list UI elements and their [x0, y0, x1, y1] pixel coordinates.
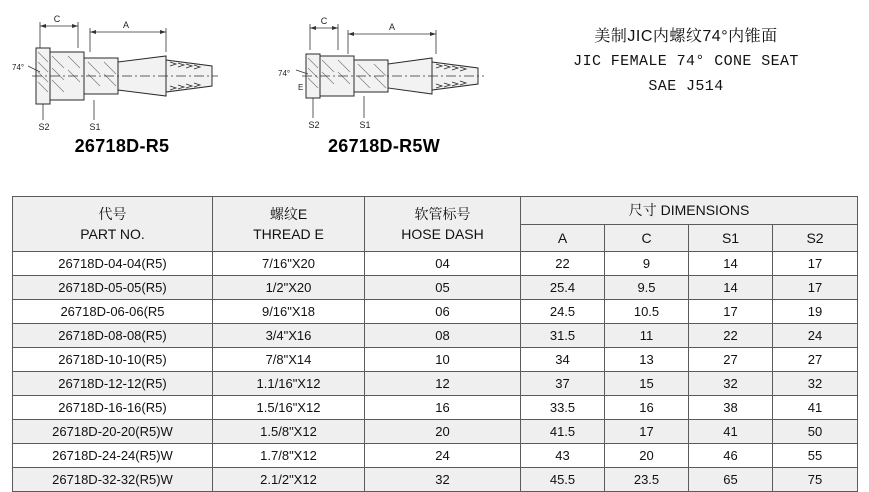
title-english: JIC FEMALE 74° CONE SEAT	[573, 53, 799, 71]
svg-text:A: A	[388, 22, 396, 32]
cell-part-no: 26718D-20-20(R5)W	[13, 420, 213, 444]
cell-thread: 1/2"X20	[213, 276, 365, 300]
cell-s2: 27	[773, 348, 858, 372]
cell-c: 9.5	[605, 276, 689, 300]
cell-c: 23.5	[605, 468, 689, 492]
cell-c: 9	[605, 252, 689, 276]
table-row	[13, 300, 858, 324]
svg-text:C: C	[53, 14, 61, 24]
cell-a: 41.5	[521, 420, 605, 444]
table-header-row-1	[13, 197, 858, 225]
cell-s1: 22	[689, 324, 773, 348]
cell-a: 43	[521, 444, 605, 468]
table-row	[13, 276, 858, 300]
cell-s1: 14	[689, 276, 773, 300]
cell-hose: 06	[365, 300, 521, 324]
spec-table-wrapper	[12, 196, 857, 492]
cell-c: 16	[605, 396, 689, 420]
cell-s1: 14	[689, 252, 773, 276]
cell-thread: 9/16"X18	[213, 300, 365, 324]
table-row	[13, 252, 858, 276]
cell-thread: 2.1/2"X12	[213, 468, 365, 492]
cell-c: 11	[605, 324, 689, 348]
header-dim-s1: S1	[689, 224, 773, 252]
cell-hose: 12	[365, 372, 521, 396]
cell-part-no: 26718D-12-12(R5)	[13, 372, 213, 396]
cell-a: 34	[521, 348, 605, 372]
cell-c: 17	[605, 420, 689, 444]
cell-hose: 04	[365, 252, 521, 276]
cell-a: 22	[521, 252, 605, 276]
cell-hose: 32	[365, 468, 521, 492]
table-row	[13, 348, 858, 372]
svg-text:S2: S2	[38, 122, 50, 132]
svg-text:S1: S1	[89, 122, 101, 132]
cell-thread: 1.7/8"X12	[213, 444, 365, 468]
cell-s2: 32	[773, 372, 858, 396]
cell-c: 20	[605, 444, 689, 468]
table-body	[13, 252, 858, 492]
svg-text:C: C	[320, 16, 328, 26]
title-chinese: 美制JIC内螺纹74°内锥面	[594, 28, 778, 45]
header-section	[0, 0, 869, 186]
cell-part-no: 26718D-16-16(R5)	[13, 396, 213, 420]
header-part-no	[13, 197, 213, 252]
svg-text:74°: 74°	[12, 63, 25, 72]
cell-s1: 65	[689, 468, 773, 492]
cell-a: 33.5	[521, 396, 605, 420]
fitting-drawing-1	[6, 8, 238, 132]
cell-s2: 17	[773, 276, 858, 300]
cell-hose: 16	[365, 396, 521, 420]
figure-caption-2: 26718D-R5W	[327, 136, 441, 156]
header-hose-dash-en: HOSE DASH	[401, 226, 484, 242]
cell-thread: 1.5/16"X12	[213, 396, 365, 420]
header-part-no-cn: 代号	[98, 205, 127, 222]
header-hose-dash	[365, 197, 521, 252]
cell-c: 10.5	[605, 300, 689, 324]
table-row	[13, 372, 858, 396]
cell-a: 31.5	[521, 324, 605, 348]
svg-text:E: E	[298, 83, 304, 92]
table-row	[13, 420, 858, 444]
cell-s2: 17	[773, 252, 858, 276]
cell-s2: 75	[773, 468, 858, 492]
fitting-drawing-2	[268, 8, 500, 130]
cell-part-no: 26718D-06-06(R5	[13, 300, 213, 324]
table-row	[13, 444, 858, 468]
header-thread-cn: 螺纹E	[269, 205, 308, 222]
figure-26718D-R5W	[268, 8, 500, 157]
cell-thread: 1.5/8"X12	[213, 420, 365, 444]
cell-part-no: 26718D-10-10(R5)	[13, 348, 213, 372]
cell-thread: 1.1/16"X12	[213, 372, 365, 396]
table-row	[13, 396, 858, 420]
svg-text:74°: 74°	[278, 69, 291, 78]
product-title-block	[521, 24, 851, 100]
header-part-no-en: PART NO.	[80, 226, 145, 242]
header-dim-s2: S2	[773, 224, 858, 252]
cell-hose: 10	[365, 348, 521, 372]
cell-s1: 38	[689, 396, 773, 420]
cell-a: 25.4	[521, 276, 605, 300]
svg-text:A: A	[122, 20, 130, 30]
cell-part-no: 26718D-32-32(R5)W	[13, 468, 213, 492]
svg-text:S1: S1	[359, 120, 371, 130]
svg-text:S2: S2	[308, 120, 320, 130]
header-dimensions: 尺寸 DIMENSIONS	[521, 197, 858, 225]
cell-s1: 46	[689, 444, 773, 468]
table-row	[13, 468, 858, 492]
title-standard: SAE J514	[648, 78, 724, 96]
header-thread-en: THREAD E	[253, 226, 324, 242]
header-thread	[213, 197, 365, 252]
cell-a: 37	[521, 372, 605, 396]
cell-thread: 7/16"X20	[213, 252, 365, 276]
header-hose-dash-cn: 软管标号	[414, 205, 471, 222]
cell-hose: 20	[365, 420, 521, 444]
cell-a: 45.5	[521, 468, 605, 492]
cell-s1: 41	[689, 420, 773, 444]
cell-a: 24.5	[521, 300, 605, 324]
cell-s2: 24	[773, 324, 858, 348]
cell-part-no: 26718D-08-08(R5)	[13, 324, 213, 348]
figure-caption-1: 26718D-R5	[74, 136, 170, 156]
figure-26718D-R5	[6, 8, 238, 157]
cell-s1: 17	[689, 300, 773, 324]
cell-hose: 24	[365, 444, 521, 468]
cell-s1: 32	[689, 372, 773, 396]
header-dim-c: C	[605, 224, 689, 252]
cell-s2: 50	[773, 420, 858, 444]
cell-s2: 55	[773, 444, 858, 468]
cell-thread: 7/8"X14	[213, 348, 365, 372]
spec-table	[12, 196, 858, 492]
cell-s2: 41	[773, 396, 858, 420]
cell-hose: 05	[365, 276, 521, 300]
header-dim-a: A	[521, 224, 605, 252]
cell-hose: 08	[365, 324, 521, 348]
cell-s2: 19	[773, 300, 858, 324]
table-row	[13, 324, 858, 348]
cell-thread: 3/4"X16	[213, 324, 365, 348]
cell-s1: 27	[689, 348, 773, 372]
cell-part-no: 26718D-05-05(R5)	[13, 276, 213, 300]
cell-part-no: 26718D-04-04(R5)	[13, 252, 213, 276]
cell-part-no: 26718D-24-24(R5)W	[13, 444, 213, 468]
cell-c: 13	[605, 348, 689, 372]
cell-c: 15	[605, 372, 689, 396]
